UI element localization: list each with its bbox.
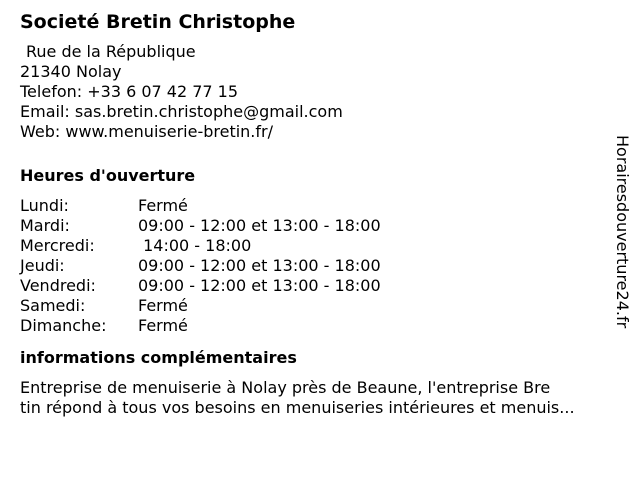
info-line-1: Entreprise de menuiserie à Nolay près de Beaune, l'entreprise Bre (20, 378, 551, 397)
day-label: Dimanche: (20, 316, 107, 335)
day-hours: 09:00 - 12:00 et 13:00 - 18:00 (138, 256, 381, 275)
hours-table (20, 196, 600, 336)
site-watermark: Horairesdouverture24.fr (613, 135, 632, 329)
phone-line: Telefon: +33 6 07 42 77 15 (20, 82, 239, 101)
day-label: Samedi: (20, 296, 86, 315)
day-hours: 09:00 - 12:00 et 13:00 - 18:00 (138, 276, 381, 295)
info-title: informations complémentaires (20, 348, 297, 367)
business-card (20, 10, 600, 418)
day-hours: Fermé (138, 316, 188, 335)
email-line: Email: sas.bretin.christophe@gmail.com (20, 102, 343, 121)
day-hours: 09:00 - 12:00 et 13:00 - 18:00 (138, 216, 381, 235)
day-label: Mardi: (20, 216, 70, 235)
hours-row-lundi (20, 196, 600, 216)
info-line-2: tin répond à tous vos besoins en menuiseries intérieures et menuis... (20, 398, 575, 417)
street-address: Rue de la République (26, 42, 196, 61)
hours-row-jeudi (20, 256, 600, 276)
day-label: Lundi: (20, 196, 69, 215)
city-postal: 21340 Nolay (20, 62, 122, 81)
business-name: Societé Bretin Christophe (20, 11, 296, 33)
day-hours: 14:00 - 18:00 (138, 236, 252, 255)
hours-row-dimanche (20, 316, 600, 336)
hours-title: Heures d'ouverture (20, 166, 196, 185)
day-hours: Fermé (138, 296, 188, 315)
hours-row-vendredi (20, 276, 600, 296)
hours-row-mardi (20, 216, 600, 236)
hours-row-samedi (20, 296, 600, 316)
hours-row-mercredi (20, 236, 600, 256)
day-label: Vendredi: (20, 276, 96, 295)
day-label: Jeudi: (20, 256, 65, 275)
web-line: Web: www.menuiserie-bretin.fr/ (20, 122, 273, 141)
day-hours: Fermé (138, 196, 188, 215)
day-label: Mercredi: (20, 236, 95, 255)
